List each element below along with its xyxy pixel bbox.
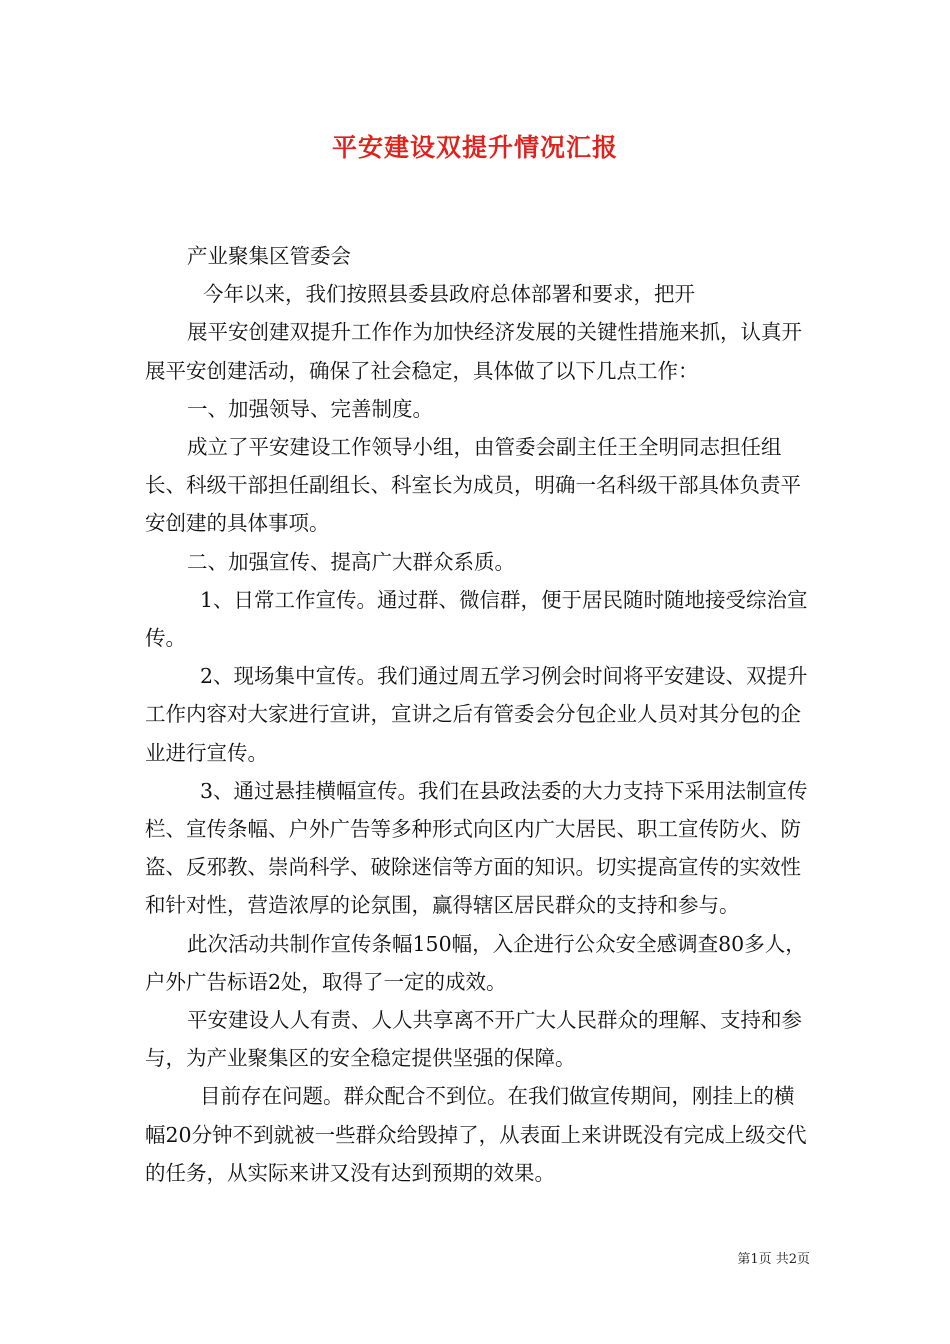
section-heading-1: 一、加强领导、完善制度。 — [187, 396, 433, 421]
paragraph: 此次活动共制作宣传条幅150幅，入企进行公众安全感调查80多人，户外广告标语2处，取得了一定的成效。 — [145, 931, 806, 994]
page-number: 第1页 共2页 — [737, 1252, 810, 1267]
section-heading-2: 二、加强宣传、提高广大群众系质。 — [187, 549, 515, 574]
paragraph-intro: 展平安创建双提升工作作为加快经济发展的关键性措施来抓，认真开展平安创建活动，确保了社会稳定，具体做了以下几点工作： — [145, 320, 802, 383]
paragraph: 目前存在问题。群众配合不到位。在我们做宣传期间，刚挂上的横幅20分钟不到就被一些群众给毁掉了，从表面上来讲既没有完成上级交代的任务，从实际来讲又没有达到预期的效果。 — [145, 1084, 807, 1185]
document-body — [145, 237, 810, 1192]
paragraph: 1、日常工作宣传。通过群、微信群，便于居民随时随地接受综治宣传。 — [145, 587, 808, 651]
paragraph: 2、现场集中宣传。我们通过周五学习例会时间将平安建设、双提升工作内容对大家进行宣讲，宣讲之后有管委会分包企业人员对其分包的企业进行宣传。 — [145, 664, 808, 765]
paragraph: 成立了平安建设工作领导小组，由管委会副主任王全明同志担任组长、科级干部担任副组长、科室长为成员，明确一名科级干部具体负责平安创建的具体事项。 — [145, 435, 801, 536]
document-title: 平安建设双提升情况汇报 — [331, 133, 618, 162]
paragraph: 3、通过悬挂横幅宣传。我们在县政法委的大力支持下采用法制宣传栏、宣传条幅、户外广告等多种形式向区内广大居民、职工宣传防火、防盗、反邪教、崇尚科学、破除迷信等方面的知识。切实提高宣传的实效性和针对性，营造浓厚的论氛围，赢得辖区居民群众的支持和参与。 — [145, 778, 808, 918]
org-name: 产业聚集区管委会 — [187, 244, 351, 268]
paragraph: 平安建设人人有责、人人共享离不开广大人民群众的理解、支持和参与，为产业聚集区的安全稳定提供坚强的保障。 — [145, 1008, 802, 1071]
paragraph-intro-line: 今年以来，我们按照县委县政府总体部署和要求，把开 — [203, 282, 695, 307]
